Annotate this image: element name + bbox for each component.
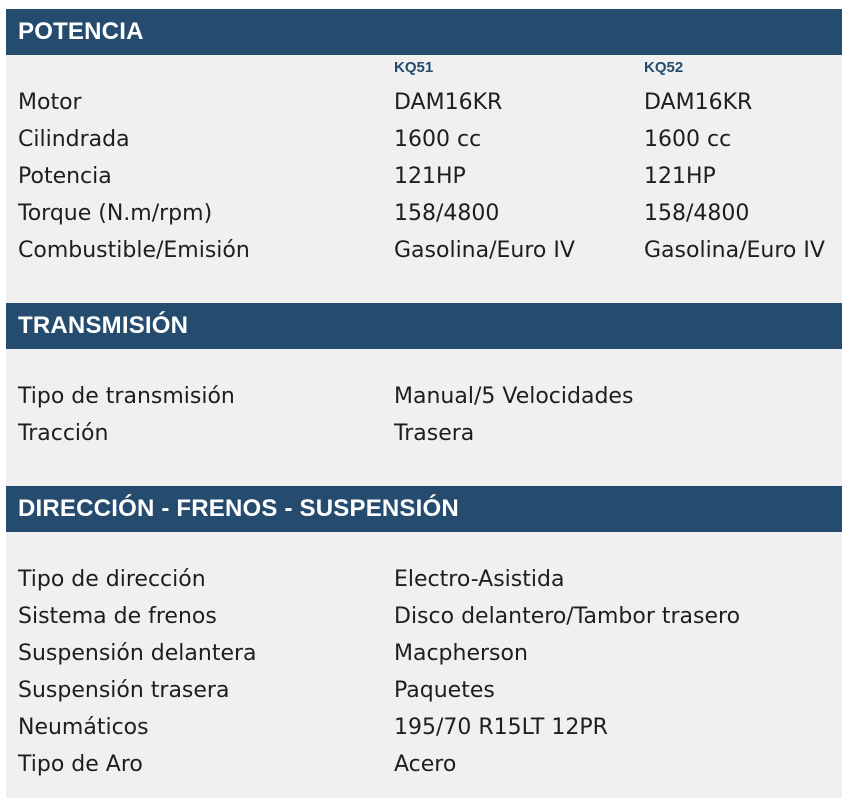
spec-sheet bbox=[6, 9, 842, 798]
spec-value: Paquetes bbox=[394, 678, 495, 703]
spec-row-motor bbox=[6, 84, 842, 121]
column-head-kq52: KQ52 bbox=[644, 59, 684, 76]
spec-label: Tracción bbox=[18, 421, 109, 446]
bottom-padding bbox=[6, 783, 842, 798]
section-gap bbox=[6, 269, 842, 303]
spec-label: Torque (N.m/rpm) bbox=[18, 201, 213, 226]
spec-row-torque bbox=[6, 195, 842, 232]
spec-row-frenos bbox=[6, 598, 842, 635]
column-headers bbox=[6, 55, 842, 84]
spec-value: 195/70 R15LT 12PR bbox=[394, 715, 608, 740]
column-head-kq51: KQ51 bbox=[394, 59, 434, 76]
spec-label: Potencia bbox=[18, 164, 112, 189]
spec-row-suspension-trasera bbox=[6, 672, 842, 709]
spec-label: Tipo de transmisión bbox=[18, 384, 235, 409]
spec-value: Acero bbox=[394, 752, 457, 777]
spec-value-kq52: 1600 cc bbox=[644, 127, 732, 152]
spec-row-tipo-transmision bbox=[6, 378, 842, 415]
spec-label: Tipo de Aro bbox=[18, 752, 143, 777]
section-header-potencia: POTENCIA bbox=[6, 9, 842, 55]
section-header-transmision: TRANSMISIÓN bbox=[6, 303, 842, 349]
spec-value-kq51: DAM16KR bbox=[394, 90, 503, 115]
spec-value: Disco delantero/Tambor trasero bbox=[394, 604, 741, 629]
spec-row-traccion bbox=[6, 415, 842, 452]
section-gap bbox=[6, 452, 842, 486]
spec-label: Suspensión delantera bbox=[18, 641, 257, 666]
spec-label: Motor bbox=[18, 90, 82, 115]
spec-row-aro bbox=[6, 746, 842, 783]
spec-value: Electro-Asistida bbox=[394, 567, 565, 592]
spec-value-kq51: 1600 cc bbox=[394, 127, 482, 152]
section-gap bbox=[6, 532, 842, 561]
spec-value-kq51: Gasolina/Euro IV bbox=[394, 238, 575, 263]
spec-value-kq52: 121HP bbox=[644, 164, 716, 189]
spec-value-kq52: 158/4800 bbox=[644, 201, 750, 226]
spec-value: Manual/5 Velocidades bbox=[394, 384, 634, 409]
spec-label: Combustible/Emisión bbox=[18, 238, 250, 263]
spec-label: Tipo de dirección bbox=[18, 567, 206, 592]
spec-row-suspension-delantera bbox=[6, 635, 842, 672]
spec-label: Sistema de frenos bbox=[18, 604, 217, 629]
spec-value: Trasera bbox=[394, 421, 475, 446]
spec-label: Suspensión trasera bbox=[18, 678, 230, 703]
spec-row-tipo-direccion bbox=[6, 561, 842, 598]
spec-value-kq52: Gasolina/Euro IV bbox=[644, 238, 825, 263]
spec-value: Macpherson bbox=[394, 641, 528, 666]
spec-value-kq51: 121HP bbox=[394, 164, 466, 189]
spec-value-kq51: 158/4800 bbox=[394, 201, 500, 226]
spec-label: Neumáticos bbox=[18, 715, 149, 740]
section-header-direccion: DIRECCIÓN - FRENOS - SUSPENSIÓN bbox=[6, 486, 842, 532]
spec-label: Cilindrada bbox=[18, 127, 130, 152]
spec-row-cilindrada bbox=[6, 121, 842, 158]
spec-value-kq52: DAM16KR bbox=[644, 90, 753, 115]
spec-row-potencia bbox=[6, 158, 842, 195]
spec-row-neumaticos bbox=[6, 709, 842, 746]
section-gap bbox=[6, 349, 842, 378]
spec-row-combustible bbox=[6, 232, 842, 269]
